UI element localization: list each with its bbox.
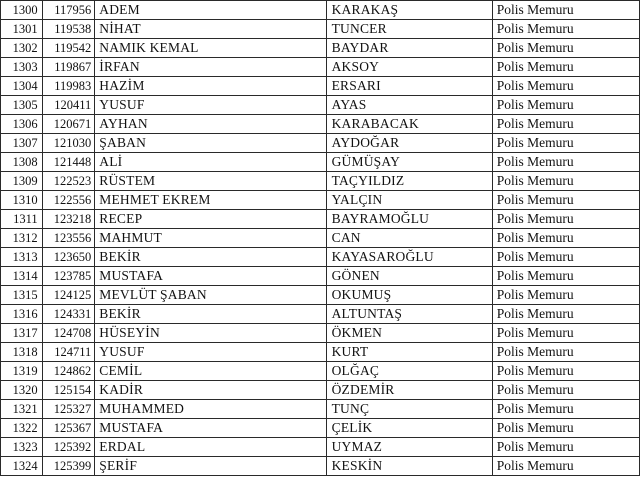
rank-cell: Polis Memuru	[492, 210, 639, 229]
row-number-cell: 1307	[1, 134, 43, 153]
first-name-cell: MEVLÜT ŞABAN	[95, 286, 326, 305]
rank-cell: Polis Memuru	[492, 381, 639, 400]
rank-cell: Polis Memuru	[492, 1, 639, 20]
rank-cell: Polis Memuru	[492, 77, 639, 96]
rank-cell: Polis Memuru	[492, 362, 639, 381]
rank-cell: Polis Memuru	[492, 286, 639, 305]
registry-number-cell: 125392	[42, 438, 95, 457]
surname-cell: ÖKMEN	[326, 324, 492, 343]
registry-number-cell: 124125	[42, 286, 95, 305]
table-row	[1, 305, 640, 324]
row-number-cell: 1316	[1, 305, 43, 324]
surname-cell: CAN	[326, 229, 492, 248]
rank-cell: Polis Memuru	[492, 343, 639, 362]
row-number-cell: 1320	[1, 381, 43, 400]
table-row	[1, 286, 640, 305]
surname-cell: KARABACAK	[326, 115, 492, 134]
rank-cell: Polis Memuru	[492, 20, 639, 39]
row-number-cell: 1317	[1, 324, 43, 343]
first-name-cell: MEHMET EKREM	[95, 191, 326, 210]
table-row	[1, 1, 640, 20]
registry-number-cell: 123556	[42, 229, 95, 248]
row-number-cell: 1312	[1, 229, 43, 248]
first-name-cell: CEMİL	[95, 362, 326, 381]
row-number-cell: 1302	[1, 39, 43, 58]
rank-cell: Polis Memuru	[492, 58, 639, 77]
first-name-cell: HAZİM	[95, 77, 326, 96]
registry-number-cell: 124331	[42, 305, 95, 324]
row-number-cell: 1318	[1, 343, 43, 362]
row-number-cell: 1303	[1, 58, 43, 77]
first-name-cell: ŞERİF	[95, 457, 326, 476]
surname-cell: TUNÇ	[326, 400, 492, 419]
surname-cell: AYAS	[326, 96, 492, 115]
first-name-cell: ADEM	[95, 1, 326, 20]
surname-cell: KESKİN	[326, 457, 492, 476]
table-row	[1, 134, 640, 153]
first-name-cell: YUSUF	[95, 96, 326, 115]
rank-cell: Polis Memuru	[492, 172, 639, 191]
surname-cell: GÖNEN	[326, 267, 492, 286]
table-row	[1, 457, 640, 476]
surname-cell: AKSOY	[326, 58, 492, 77]
first-name-cell: İRFAN	[95, 58, 326, 77]
registry-number-cell: 124711	[42, 343, 95, 362]
table-row	[1, 153, 640, 172]
row-number-cell: 1323	[1, 438, 43, 457]
surname-cell: KARAKAŞ	[326, 1, 492, 20]
rank-cell: Polis Memuru	[492, 229, 639, 248]
first-name-cell: HÜSEYİN	[95, 324, 326, 343]
row-number-cell: 1306	[1, 115, 43, 134]
registry-number-cell: 120671	[42, 115, 95, 134]
row-number-cell: 1305	[1, 96, 43, 115]
rank-cell: Polis Memuru	[492, 115, 639, 134]
surname-cell: BAYDAR	[326, 39, 492, 58]
registry-number-cell: 123650	[42, 248, 95, 267]
rank-cell: Polis Memuru	[492, 324, 639, 343]
first-name-cell: YUSUF	[95, 343, 326, 362]
registry-number-cell: 119983	[42, 77, 95, 96]
registry-number-cell: 125154	[42, 381, 95, 400]
table-row	[1, 77, 640, 96]
surname-cell: KAYASAROĞLU	[326, 248, 492, 267]
table-row	[1, 267, 640, 286]
registry-number-cell: 123218	[42, 210, 95, 229]
first-name-cell: MUSTAFA	[95, 419, 326, 438]
table-row	[1, 58, 640, 77]
rank-cell: Polis Memuru	[492, 153, 639, 172]
surname-cell: AYDOĞAR	[326, 134, 492, 153]
first-name-cell: ŞABAN	[95, 134, 326, 153]
row-number-cell: 1301	[1, 20, 43, 39]
row-number-cell: 1313	[1, 248, 43, 267]
surname-cell: TAÇYILDIZ	[326, 172, 492, 191]
registry-number-cell: 123785	[42, 267, 95, 286]
first-name-cell: NİHAT	[95, 20, 326, 39]
row-number-cell: 1319	[1, 362, 43, 381]
surname-cell: KURT	[326, 343, 492, 362]
first-name-cell: ERDAL	[95, 438, 326, 457]
surname-cell: ÖZDEMİR	[326, 381, 492, 400]
first-name-cell: BEKİR	[95, 305, 326, 324]
row-number-cell: 1308	[1, 153, 43, 172]
rank-cell: Polis Memuru	[492, 457, 639, 476]
surname-cell: BAYRAMOĞLU	[326, 210, 492, 229]
row-number-cell: 1310	[1, 191, 43, 210]
table-row	[1, 343, 640, 362]
rank-cell: Polis Memuru	[492, 248, 639, 267]
surname-cell: YALÇIN	[326, 191, 492, 210]
rank-cell: Polis Memuru	[492, 191, 639, 210]
table-row	[1, 210, 640, 229]
registry-number-cell: 124862	[42, 362, 95, 381]
surname-cell: OLĞAÇ	[326, 362, 492, 381]
registry-number-cell: 121448	[42, 153, 95, 172]
registry-number-cell: 119542	[42, 39, 95, 58]
registry-number-cell: 121030	[42, 134, 95, 153]
first-name-cell: RÜSTEM	[95, 172, 326, 191]
row-number-cell: 1324	[1, 457, 43, 476]
first-name-cell: KADİR	[95, 381, 326, 400]
rank-cell: Polis Memuru	[492, 400, 639, 419]
registry-number-cell: 119538	[42, 20, 95, 39]
row-number-cell: 1304	[1, 77, 43, 96]
surname-cell: GÜMÜŞAY	[326, 153, 492, 172]
table-row	[1, 248, 640, 267]
first-name-cell: NAMIK KEMAL	[95, 39, 326, 58]
table-row	[1, 438, 640, 457]
rank-cell: Polis Memuru	[492, 134, 639, 153]
table-row	[1, 362, 640, 381]
rank-cell: Polis Memuru	[492, 267, 639, 286]
table-row	[1, 324, 640, 343]
table-row	[1, 115, 640, 134]
row-number-cell: 1314	[1, 267, 43, 286]
table-row	[1, 20, 640, 39]
table-row	[1, 419, 640, 438]
rank-cell: Polis Memuru	[492, 419, 639, 438]
registry-number-cell: 122523	[42, 172, 95, 191]
registry-number-cell: 117956	[42, 1, 95, 20]
surname-cell: TUNCER	[326, 20, 492, 39]
rank-cell: Polis Memuru	[492, 305, 639, 324]
row-number-cell: 1300	[1, 1, 43, 20]
surname-cell: ERSARI	[326, 77, 492, 96]
rank-cell: Polis Memuru	[492, 39, 639, 58]
rank-cell: Polis Memuru	[492, 438, 639, 457]
registry-number-cell: 122556	[42, 191, 95, 210]
row-number-cell: 1311	[1, 210, 43, 229]
registry-number-cell: 125399	[42, 457, 95, 476]
first-name-cell: BEKİR	[95, 248, 326, 267]
registry-number-cell: 119867	[42, 58, 95, 77]
table-row	[1, 191, 640, 210]
first-name-cell: MAHMUT	[95, 229, 326, 248]
first-name-cell: ALİ	[95, 153, 326, 172]
table-row	[1, 400, 640, 419]
first-name-cell: AYHAN	[95, 115, 326, 134]
surname-cell: OKUMUŞ	[326, 286, 492, 305]
table-row	[1, 172, 640, 191]
surname-cell: ALTUNTAŞ	[326, 305, 492, 324]
registry-number-cell: 120411	[42, 96, 95, 115]
row-number-cell: 1322	[1, 419, 43, 438]
surname-cell: UYMAZ	[326, 438, 492, 457]
registry-number-cell: 125327	[42, 400, 95, 419]
registry-number-cell: 125367	[42, 419, 95, 438]
rank-cell: Polis Memuru	[492, 96, 639, 115]
table-row	[1, 39, 640, 58]
registry-number-cell: 124708	[42, 324, 95, 343]
table-row	[1, 229, 640, 248]
row-number-cell: 1315	[1, 286, 43, 305]
personnel-table-body	[1, 1, 640, 476]
first-name-cell: RECEP	[95, 210, 326, 229]
row-number-cell: 1309	[1, 172, 43, 191]
first-name-cell: MUHAMMED	[95, 400, 326, 419]
surname-cell: ÇELİK	[326, 419, 492, 438]
table-row	[1, 381, 640, 400]
row-number-cell: 1321	[1, 400, 43, 419]
table-row	[1, 96, 640, 115]
first-name-cell: MUSTAFA	[95, 267, 326, 286]
